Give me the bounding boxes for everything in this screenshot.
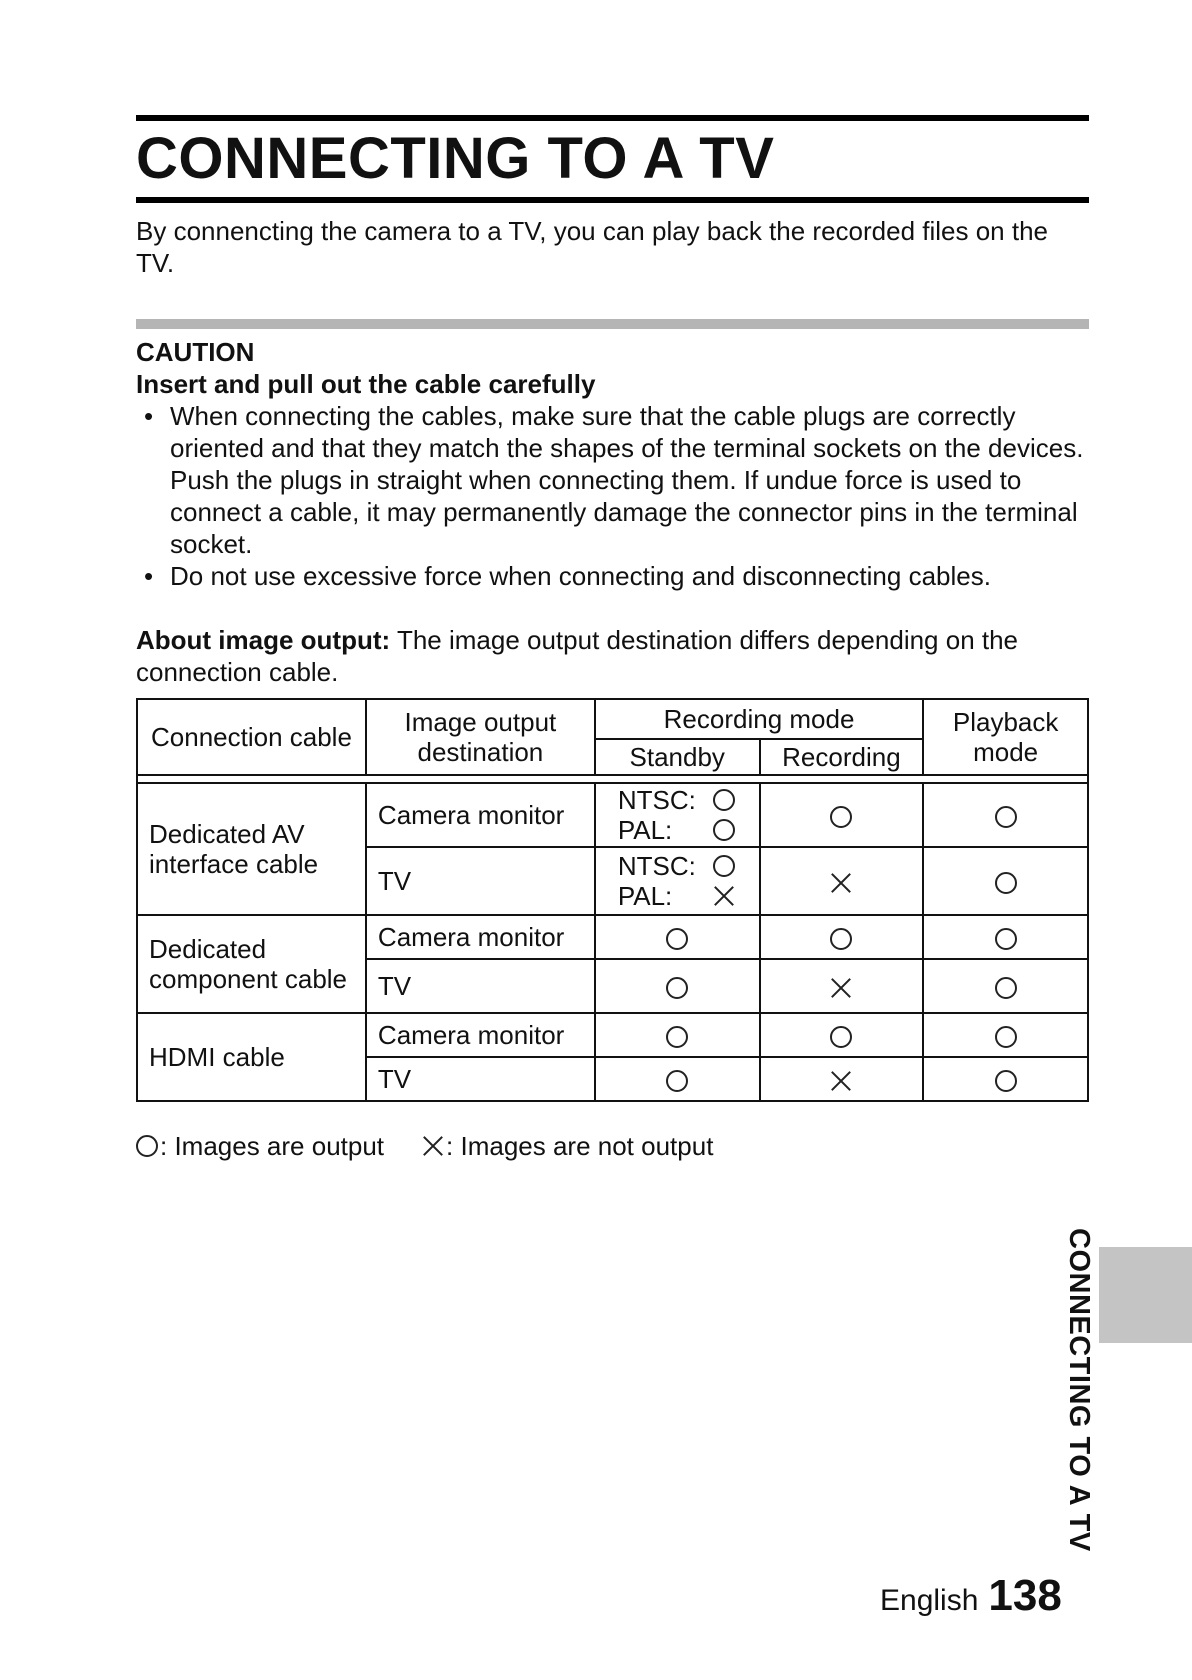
footer-language: English <box>880 1584 979 1617</box>
playback-cell <box>923 783 1088 847</box>
standby-cell <box>595 1013 760 1057</box>
circle-icon <box>666 977 688 999</box>
about-label: About image output: <box>136 625 391 655</box>
circle-icon <box>136 1135 158 1157</box>
recording-cell <box>760 959 924 1013</box>
cross-icon <box>422 1135 444 1157</box>
output-table <box>136 698 1089 1102</box>
cross-icon <box>830 1070 852 1092</box>
side-label-text: CONNECTING TO A TV <box>1063 1228 1095 1552</box>
destination-cell: TV <box>366 847 595 915</box>
circle-icon <box>995 977 1017 999</box>
caution-subheading: Insert and pull out the cable carefully <box>136 369 596 399</box>
pal-label: PAL: <box>617 814 673 845</box>
circle-icon <box>666 928 688 950</box>
cross-icon <box>713 885 735 907</box>
header-standby: Standby <box>595 739 760 775</box>
header-separator <box>137 775 1088 783</box>
standby-cell <box>595 1057 760 1101</box>
playback-cell <box>923 847 1088 915</box>
playback-cell <box>923 915 1088 959</box>
header-recording: Recording <box>760 739 924 775</box>
legend-output <box>136 1130 384 1162</box>
destination-cell: TV <box>366 959 595 1013</box>
playback-cell <box>923 1057 1088 1101</box>
ntsc-label: NTSC: <box>617 850 696 881</box>
standby-pal-line <box>596 881 759 911</box>
playback-cell <box>923 959 1088 1013</box>
caution-bullet: • Do not use excessive force when connecting and disconnecting cables. <box>136 560 1096 592</box>
intro-paragraph: By connencting the camera to a TV, you can play back the recorded files on the TV. <box>136 216 1049 278</box>
circle-icon <box>995 928 1017 950</box>
header-image-output-destination: Image output destination <box>366 699 595 775</box>
destination-cell: Camera monitor <box>366 1013 595 1057</box>
cross-icon <box>830 977 852 999</box>
standby-ntsc-line <box>596 851 759 881</box>
recording-cell <box>760 915 924 959</box>
cross-icon <box>830 872 852 894</box>
destination-cell: Camera monitor <box>366 915 595 959</box>
circle-icon <box>713 789 735 811</box>
header-connection-cable: Connection cable <box>137 699 366 775</box>
circle-icon <box>995 1026 1017 1048</box>
recording-cell <box>760 1013 924 1057</box>
standby-cell <box>595 915 760 959</box>
caution-list <box>136 400 1096 592</box>
cable-cell: Dedicated AV interface cable <box>137 783 366 915</box>
recording-cell <box>760 783 924 847</box>
recording-cell <box>760 847 924 915</box>
circle-icon <box>995 872 1017 894</box>
table-row <box>137 783 1088 847</box>
header-recording-mode: Recording mode <box>595 699 923 739</box>
section-tab-marker <box>1099 1247 1192 1343</box>
recording-cell <box>760 1057 924 1101</box>
page-title: CONNECTING TO A TV <box>136 126 775 191</box>
caution-divider <box>136 319 1089 329</box>
circle-icon <box>830 806 852 828</box>
table-row <box>137 1013 1088 1057</box>
legend-not-output <box>422 1130 713 1162</box>
cable-cell: HDMI cable <box>137 1013 366 1101</box>
standby-pal-line <box>596 815 759 845</box>
title-bottom-rule <box>136 197 1089 203</box>
table-row <box>137 915 1088 959</box>
circle-icon <box>830 1026 852 1048</box>
page-footer <box>880 1571 1062 1621</box>
circle-icon <box>666 1026 688 1048</box>
circle-icon <box>666 1070 688 1092</box>
cable-cell: Dedicated component cable <box>137 915 366 1013</box>
pal-label: PAL: <box>617 880 673 911</box>
symbol-legend <box>136 1130 713 1162</box>
destination-cell: TV <box>366 1057 595 1101</box>
legend-not-output-text: : Images are not output <box>446 1131 714 1161</box>
title-top-rule <box>136 115 1089 121</box>
standby-cell <box>595 847 760 915</box>
about-text: The image output destination differs depending on the connection cable. <box>136 625 1019 687</box>
destination-cell: Camera monitor <box>366 783 595 847</box>
standby-cell <box>595 783 760 847</box>
circle-icon <box>830 928 852 950</box>
about-image-output <box>136 624 1096 688</box>
ntsc-label: NTSC: <box>617 784 696 815</box>
page-number: 138 <box>988 1571 1062 1620</box>
caution-bullet: • When connecting the cables, make sure that the cable plugs are correctly oriented and that they match the shapes of the terminal sockets on the devices. Push the plugs in straight when connecting them. If undue force is used to connect a cable, it may permanently damage the connector pins in the terminal socket. <box>136 400 1096 560</box>
circle-icon <box>713 855 735 877</box>
playback-cell <box>923 1013 1088 1057</box>
header-playback-mode: Playback mode <box>923 699 1088 775</box>
circle-icon <box>995 806 1017 828</box>
circle-icon <box>995 1070 1017 1092</box>
standby-cell <box>595 959 760 1013</box>
standby-ntsc-line <box>596 785 759 815</box>
separator-cell <box>137 775 1088 783</box>
circle-icon <box>713 819 735 841</box>
caution-heading: CAUTION <box>136 337 255 367</box>
legend-output-text: : Images are output <box>160 1131 385 1161</box>
